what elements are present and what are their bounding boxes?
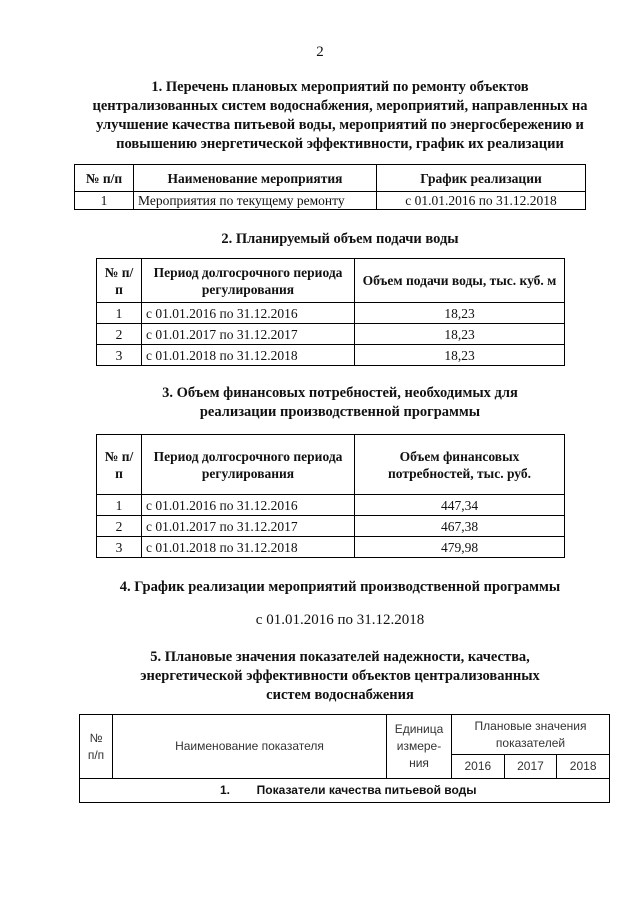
section5-title-line: 5. Плановые значения показателей надежности, качества, bbox=[150, 649, 530, 665]
section1-title-line: 1. Перечень плановых мероприятий по ремонту объектов bbox=[151, 79, 529, 95]
page-number: 2 bbox=[316, 44, 324, 60]
cell-amount: 479,98 bbox=[355, 537, 565, 558]
section5-title-line: энергетической эффективности объектов централизованных bbox=[140, 668, 540, 684]
section2-title: 2. Планируемый объем подачи воды bbox=[221, 231, 459, 247]
cell-amount: 447,34 bbox=[355, 495, 565, 516]
header-indicator-name: Наименование показателя bbox=[113, 715, 387, 779]
header-period: Период долгосрочного периода регулирования bbox=[142, 435, 355, 495]
cell-period: с 01.01.2016 по 31.12.2016 bbox=[142, 495, 355, 516]
cell-num: 1 bbox=[75, 192, 134, 210]
cell-num: 1 bbox=[97, 303, 142, 324]
cell-volume: 18,23 bbox=[355, 345, 565, 366]
section5-title-line: систем водоснабжения bbox=[266, 687, 414, 703]
header-schedule: График реализации bbox=[377, 165, 586, 192]
section4-title: 4. График реализации мероприятий производственной программы bbox=[119, 579, 561, 595]
section1-title-line: улучшение качества питьевой воды, мероприятий по энергосбережению и bbox=[96, 117, 584, 133]
table-row bbox=[97, 324, 565, 345]
cell-period: с 01.01.2016 по 31.12.2016 bbox=[142, 303, 355, 324]
cell-period: с 01.01.2017 по 31.12.2017 bbox=[142, 324, 355, 345]
cell-num: 3 bbox=[97, 345, 142, 366]
header-year-2018: 2018 bbox=[557, 755, 610, 779]
cell-volume: 18,23 bbox=[355, 324, 565, 345]
cell-schedule: с 01.01.2016 по 31.12.2018 bbox=[377, 192, 586, 210]
cell-num: 2 bbox=[97, 516, 142, 537]
header-num: № п/п bbox=[80, 715, 113, 779]
activities-table bbox=[74, 164, 586, 210]
header-activity: Наименование мероприятия bbox=[134, 165, 377, 192]
water-volume-table bbox=[96, 258, 565, 366]
header-num: № п/п bbox=[75, 165, 134, 192]
table-row bbox=[97, 537, 565, 558]
header-period: Период долгосрочного периода регулирования bbox=[142, 259, 355, 303]
group-row-water-quality: 1. Показатели качества питьевой воды bbox=[80, 779, 610, 803]
header-volume: Объем подачи воды, тыс. куб. м bbox=[355, 259, 565, 303]
cell-activity: Мероприятия по текущему ремонту bbox=[134, 192, 377, 210]
cell-period: с 01.01.2017 по 31.12.2017 bbox=[142, 516, 355, 537]
table-row bbox=[97, 303, 565, 324]
cell-volume: 18,23 bbox=[355, 303, 565, 324]
table-row bbox=[97, 345, 565, 366]
section3-title-line: реализации производственной программы bbox=[199, 404, 481, 420]
section3-title-line: 3. Объем финансовых потребностей, необходимых для bbox=[162, 385, 518, 401]
header-num: № п/п bbox=[97, 435, 142, 495]
cell-amount: 467,38 bbox=[355, 516, 565, 537]
section4-period: с 01.01.2016 по 31.12.2018 bbox=[255, 612, 425, 628]
section1-title-line: повышению энергетической эффективности, график их реализации bbox=[116, 136, 564, 152]
section5-title bbox=[60, 648, 620, 705]
financial-needs-table bbox=[96, 434, 565, 558]
header-num: № п/п bbox=[97, 259, 142, 303]
section1-title bbox=[60, 78, 620, 154]
section3-title bbox=[60, 384, 620, 422]
indicators-table bbox=[79, 714, 610, 803]
header-year-2016: 2016 bbox=[452, 755, 505, 779]
cell-num: 2 bbox=[97, 324, 142, 345]
table-row bbox=[97, 495, 565, 516]
cell-num: 3 bbox=[97, 537, 142, 558]
header-unit: Единица измере-ния bbox=[387, 715, 452, 779]
table-row bbox=[75, 192, 586, 210]
cell-period: с 01.01.2018 по 31.12.2018 bbox=[142, 537, 355, 558]
header-planned-values: Плановые значения показателей bbox=[452, 715, 610, 755]
section1-title-line: централизованных систем водоснабжения, мероприятий, направленных на bbox=[92, 98, 588, 114]
table-row bbox=[97, 516, 565, 537]
header-year-2017: 2017 bbox=[504, 755, 557, 779]
cell-period: с 01.01.2018 по 31.12.2018 bbox=[142, 345, 355, 366]
header-financial: Объем финансовых потребностей, тыс. руб. bbox=[355, 435, 565, 495]
cell-num: 1 bbox=[97, 495, 142, 516]
